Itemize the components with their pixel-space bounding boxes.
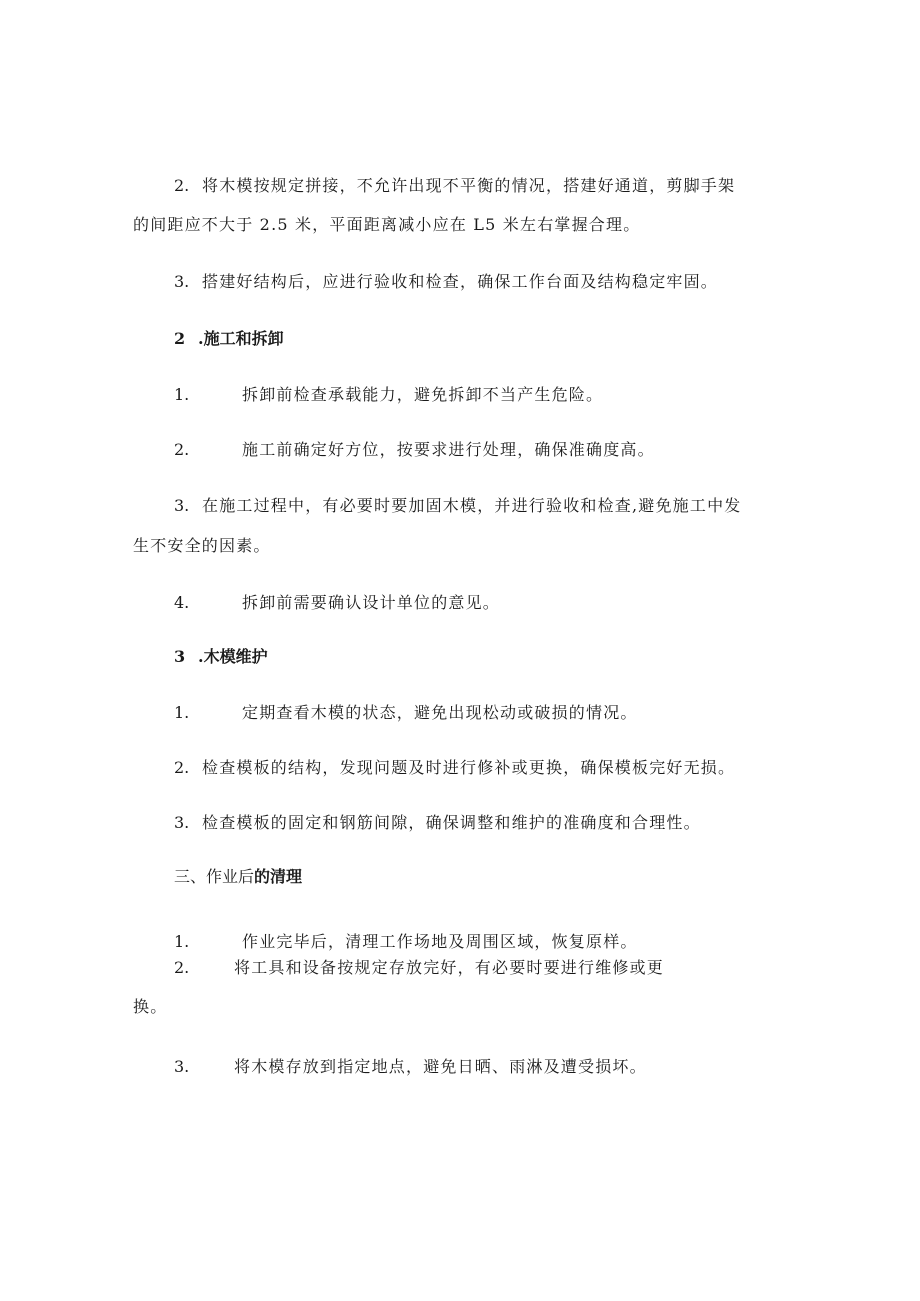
section-heading-number: 3 bbox=[174, 647, 186, 666]
list-number: 4. bbox=[174, 593, 190, 612]
paragraph-line: 在施工过程中，有必要时要加固木模，并进行验收和检查,避免施工中发 bbox=[202, 496, 742, 515]
list-number: 3. bbox=[174, 1057, 190, 1076]
list-item-text: 检查模板的结构，发现问题及时进行修补或更换，确保模板完好无损。 bbox=[202, 758, 736, 777]
section-heading: .木模维护 bbox=[198, 647, 268, 666]
list-number: 3. bbox=[174, 813, 190, 832]
section-heading bbox=[174, 866, 302, 888]
list-item-text: 将木模存放到指定地点，避免日晒、雨淋及遭受损坏。 bbox=[234, 1057, 647, 1076]
list-number: 3. bbox=[174, 272, 190, 291]
list-number: 2. bbox=[174, 958, 190, 977]
list-item-text: 拆卸前检查承载能力，避免拆卸不当产生危险。 bbox=[242, 385, 604, 404]
paragraph-line: 换。 bbox=[133, 997, 168, 1016]
paragraph-line: 的间距应不大于 2.5 米，平面距离减小应在 L5 米左右掌握合理。 bbox=[133, 215, 641, 234]
list-item-text: 定期查看木模的状态，避免出现松动或破损的情况。 bbox=[242, 703, 638, 722]
list-item-text: 检查模板的固定和钢筋间隙，确保调整和维护的准确度和合理性。 bbox=[202, 813, 701, 832]
list-number: 1. bbox=[174, 932, 190, 951]
list-number: 1. bbox=[174, 385, 190, 404]
section-heading-prefix: 三、作业后 bbox=[174, 867, 255, 886]
list-number: 1. bbox=[174, 703, 190, 722]
list-number: 2. bbox=[174, 176, 190, 195]
section-heading: .施工和拆卸 bbox=[198, 329, 284, 348]
paragraph-line: 将工具和设备按规定存放完好，有必要时要进行维修或更 bbox=[234, 958, 665, 977]
paragraph-line: 生不安全的因素。 bbox=[133, 536, 271, 555]
list-number: 3. bbox=[174, 496, 190, 515]
list-number: 2. bbox=[174, 758, 190, 777]
paragraph-line: 将木模按规定拼接，不允许出现不平衡的情况，搭建好通道，剪脚手架 bbox=[202, 176, 736, 195]
list-number: 2. bbox=[174, 440, 190, 459]
list-item-text: 施工前确定好方位，按要求进行处理，确保准确度高。 bbox=[242, 440, 655, 459]
section-heading-number: 2 bbox=[174, 329, 186, 348]
list-item-text: 拆卸前需要确认设计单位的意见。 bbox=[242, 593, 501, 612]
section-heading-bold: 的清理 bbox=[254, 867, 303, 886]
paragraph-line: 搭建好结构后，应进行验收和检查，确保工作台面及结构稳定牢固。 bbox=[202, 272, 719, 291]
list-item-text: 作业完毕后，清理工作场地及周围区域，恢复原样。 bbox=[242, 932, 638, 951]
